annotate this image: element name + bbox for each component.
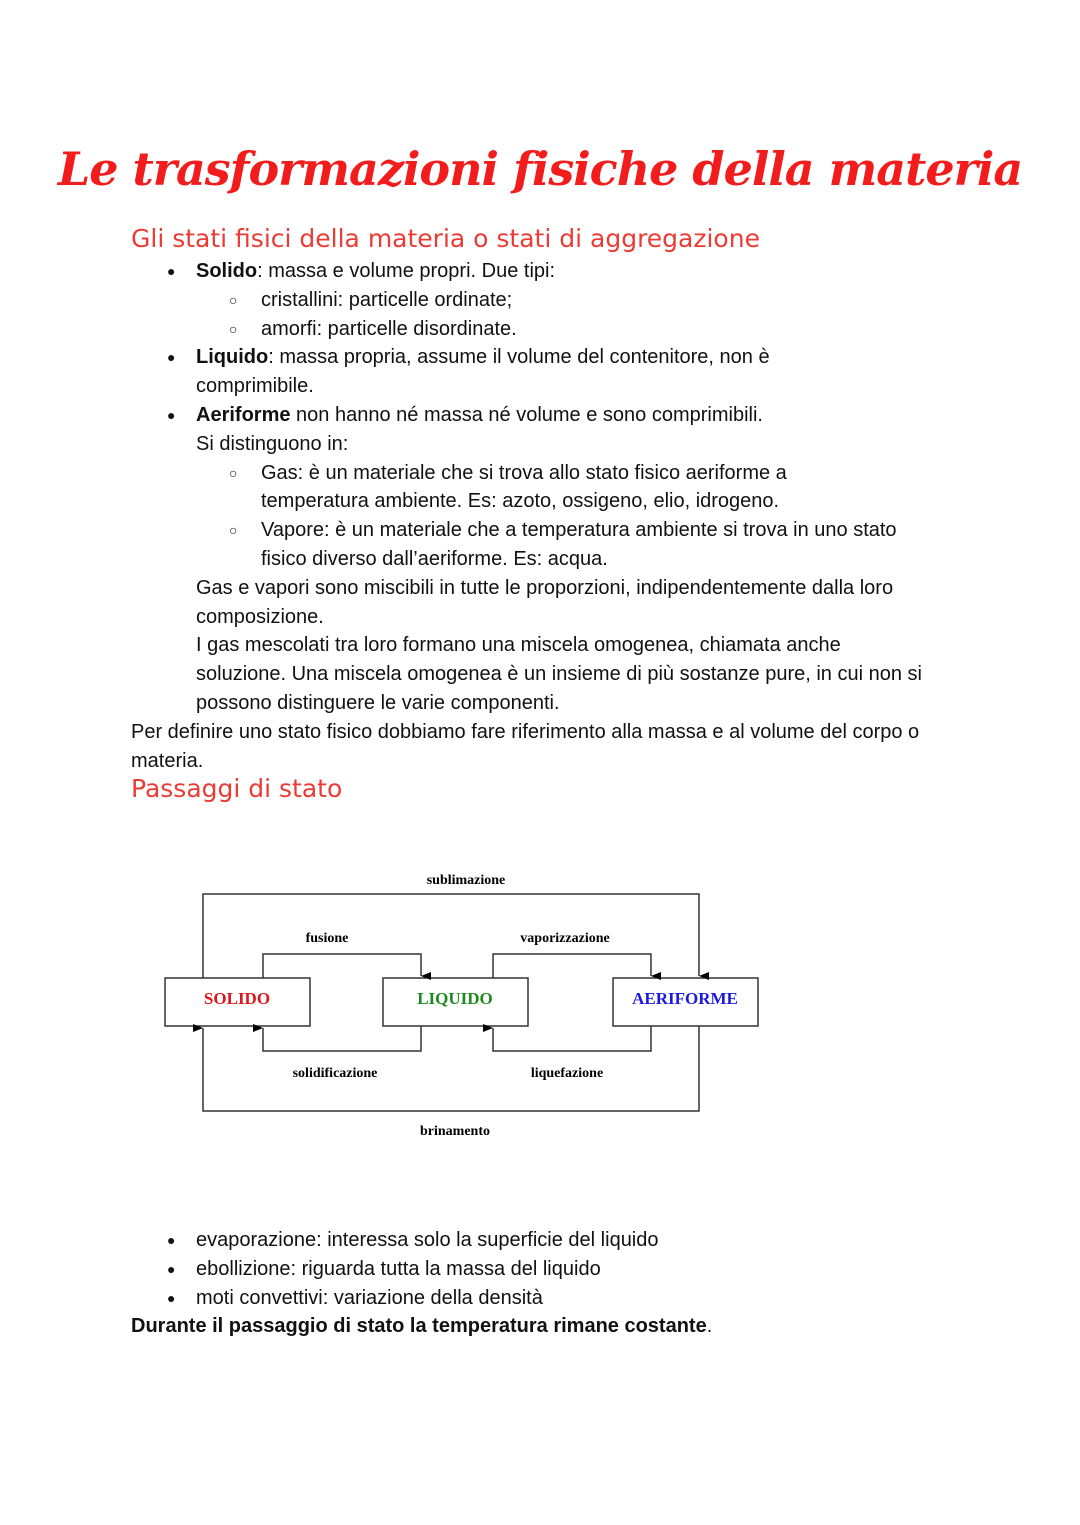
section-heading-passaggi: Passaggi di stato <box>131 774 343 803</box>
circle-bullet-icon: ○ <box>229 464 238 481</box>
paragraph: Gas e vapori sono miscibili in tutte le proporzioni, indipendentemente dalla loro composizione. <box>196 576 894 628</box>
bullet-icon: ● <box>167 1289 176 1306</box>
conclusion <box>131 1312 931 1341</box>
bullet-icon: ● <box>167 1232 176 1248</box>
arrow-sublimazione <box>203 894 699 978</box>
desc: moti convettivi: variazione della densità <box>196 1286 543 1309</box>
section-passaggi-body <box>131 1226 931 1341</box>
circle-bullet-icon: ○ <box>229 522 238 539</box>
paragraph: Per definire uno stato fisico dobbiamo fare riferimento alla massa e al volume del corpo o materia. <box>131 720 920 772</box>
desc: : massa propria, assume il volume del contenitore, non è comprimibile. <box>196 346 770 398</box>
desc: cristallini: particelle ordinate; <box>261 288 513 311</box>
desc: Vapore: è un materiale che a temperatura ambiente si trova in uno stato fisico diverso dall’aeriforme. Es: acqua. <box>261 519 897 570</box>
bullet-icon: ● <box>167 1260 176 1277</box>
term: Solido <box>196 260 258 282</box>
arrow-brinamento <box>203 1026 699 1111</box>
arrow-fusione <box>263 954 421 978</box>
desc: ebollizione: riguarda tutta la massa del liquido <box>196 1257 601 1280</box>
conclusion-text: Durante il passaggio di stato la temperatura rimane costante <box>131 1315 707 1338</box>
paragraph: I gas mescolati tra loro formano una miscela omogenea, chiamata anche soluzione. Una miscela omogenea è un insieme di più sostanze pure, in cui non si possono distinguere le varie componenti. <box>196 634 922 714</box>
page-title: Le trasformazioni fisiche della materia <box>57 142 1023 196</box>
arrow-solidificazione <box>263 1026 421 1051</box>
section-heading-stati: Gli stati fisici della materia o stati di aggregazione <box>131 224 760 253</box>
term: Liquido <box>196 346 269 369</box>
term: Aeriforme <box>196 403 291 426</box>
label-vaporizzazione: vaporizzazione <box>520 931 610 946</box>
list-item <box>131 1255 931 1284</box>
desc: Gas: è un materiale che si trova allo stato fisico aeriforme a temperatura ambiente. Es: azoto, ossigeno, elio, idrogeno. <box>261 461 787 513</box>
arrow-liquefazione <box>493 1026 651 1051</box>
desc: evaporazione: interessa solo la superficie del liquido <box>196 1229 659 1251</box>
desc: : massa e volume propri. Due tipi: <box>257 260 556 282</box>
circle-bullet-icon: ○ <box>229 291 238 308</box>
state-solido: SOLIDO <box>203 989 271 1008</box>
label-liquefazione: liquefazione <box>530 1066 604 1081</box>
state-aeriforme: AERIFORME <box>632 989 738 1008</box>
list-item <box>131 1226 931 1255</box>
arrow-vaporizzazione <box>493 954 651 978</box>
label-solidificazione: solidificazione <box>292 1066 378 1081</box>
bullet-icon: ● <box>167 406 176 423</box>
desc: amorfi: particelle disordinate. <box>261 317 517 340</box>
label-sublimazione: sublimazione <box>426 873 506 888</box>
desc: Si distinguono in: <box>196 432 349 455</box>
desc: non hanno né massa né volume e sono comprimibili. <box>290 403 763 426</box>
label-brinamento: brinamento <box>420 1124 490 1139</box>
list-item <box>131 1284 931 1313</box>
bullet-icon: ● <box>167 349 176 366</box>
bullet-icon: ● <box>167 263 176 279</box>
conclusion-period: . <box>706 1315 713 1338</box>
circle-bullet-icon: ○ <box>229 320 238 337</box>
label-fusione: fusione <box>305 931 349 946</box>
state-liquido: LIQUIDO <box>417 989 493 1008</box>
